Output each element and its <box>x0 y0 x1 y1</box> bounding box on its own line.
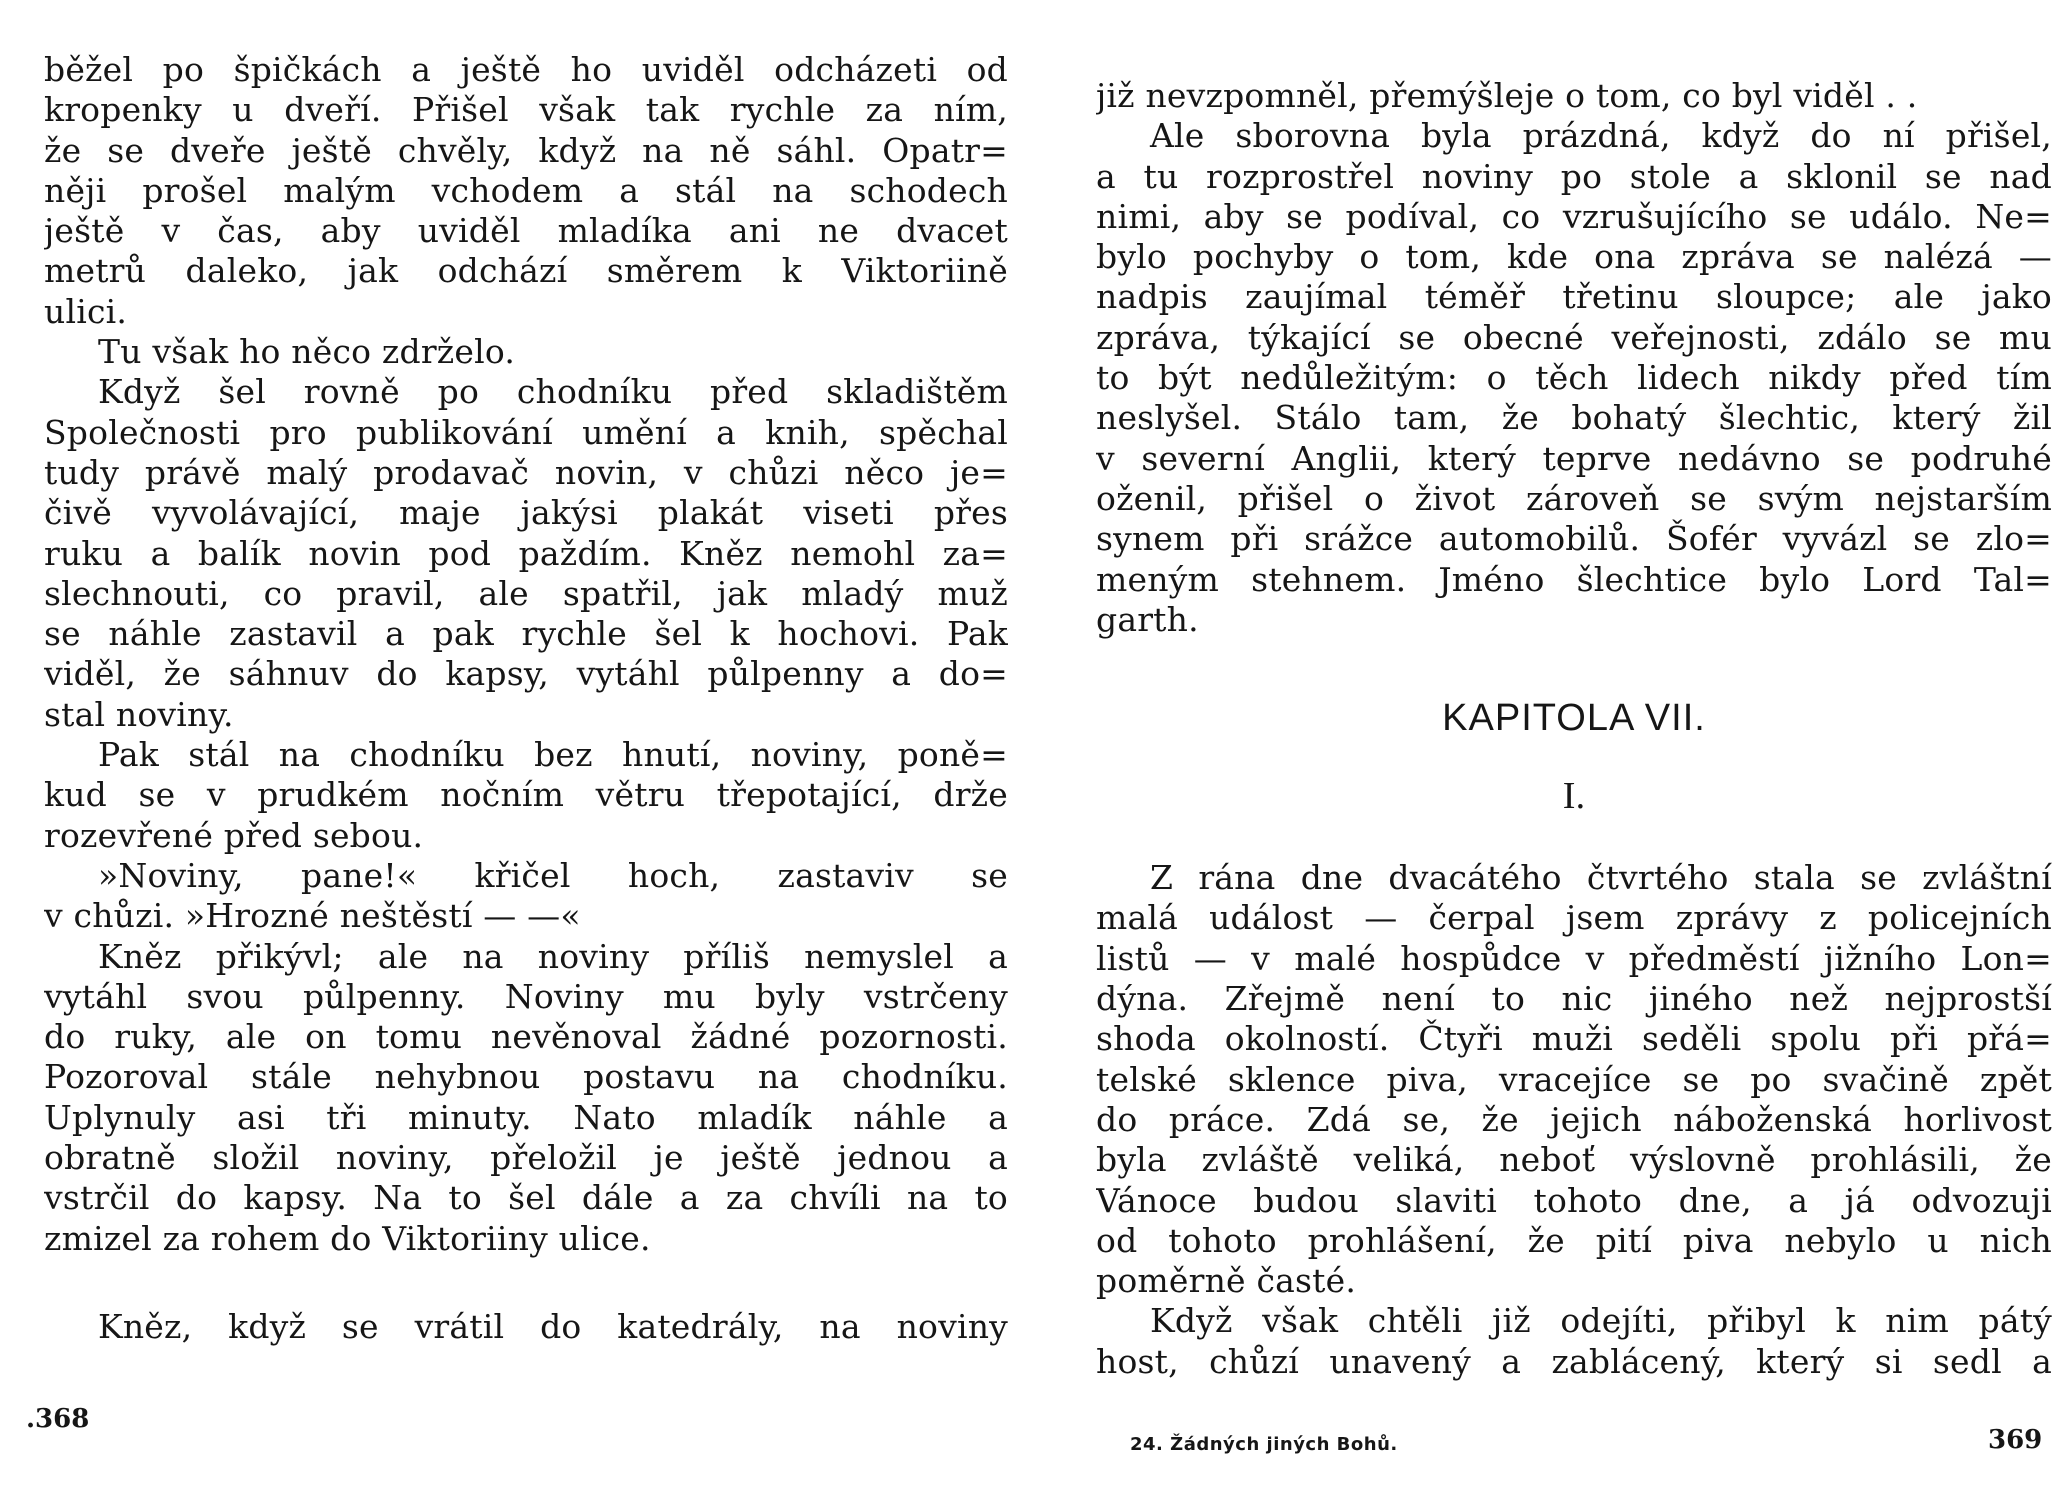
text-line: Společnosti pro publikování umění a knih, spěchal <box>44 412 1008 452</box>
text-line: malá událost — čerpal jsem zprávy z policejních <box>1096 898 2052 938</box>
text-line: oženil, přišel o život zároveň se svým nejstarším <box>1096 478 2052 518</box>
text-line: Pak stál na chodníku bez hnutí, noviny, poně= <box>98 735 1008 775</box>
text-line: shoda okolností. Čtyři muži seděli spolu při přá= <box>1096 1019 2052 1059</box>
text-line: Kněz přikývl; ale na noviny příliš nemyslel a <box>98 936 1008 976</box>
text-line: Když šel rovně po chodníku před skladištěm <box>98 372 1008 412</box>
text-line: Tu však ho něco zdrželo. <box>98 332 516 372</box>
text-line: Z rána dne dvacátého čtvrtého stala se zvláštní <box>1150 858 2052 898</box>
text-line: něji prošel malým vchodem a stál na schodech <box>44 170 1008 210</box>
text-line: ulici. <box>44 291 128 331</box>
text-line: kud se v prudkém nočním větru třepotající, drže <box>44 775 1008 815</box>
paragraph-gap <box>44 1259 1008 1307</box>
text-line: vytáhl svou půlpenny. Noviny mu byly vstrčeny <box>44 976 1008 1016</box>
text-line: ještě v čas, aby uviděl mladíka ani ne dvacet <box>44 211 1008 251</box>
text-line: již nevzpomněl, přemýšleje o tom, co byl viděl . . <box>1096 76 1918 115</box>
text-line: dýna. Zřejmě není to nic jiného než nejprostší <box>1096 979 2052 1019</box>
text-line: slechnouti, co pravil, ale spatřil, jak mladý muž <box>44 573 1008 613</box>
text-line: zpráva, týkající se obecné veřejnosti, zdálo se mu <box>1096 317 2052 357</box>
text-line: metrů daleko, jak odchází směrem k Viktoriině <box>44 251 1008 291</box>
section-title: I. <box>1562 775 1586 818</box>
text-line: Uplynuly asi tři minuty. Nato mladík náhle a <box>44 1097 1008 1137</box>
text-line: Ale sborovna byla prázdná, když do ní přišel, <box>1150 116 2052 156</box>
text-line: tudy právě malý prodavač novin, v chůzi něco je= <box>44 452 1008 492</box>
text-line: nimi, aby se podíval, co vzrušujícího se událo. Ne= <box>1096 196 2052 236</box>
printer-signature: 24. Žádných jiných Bohů. <box>1130 1434 1398 1455</box>
page-number-left: .368 <box>26 1404 90 1434</box>
heading-gap <box>1096 640 2052 696</box>
text-line: bylo pochyby o tom, kde ona zpráva se nalézá — <box>1096 237 2052 277</box>
text-line: Když však chtěli již odejíti, přibyl k nim pátý <box>1150 1301 2052 1341</box>
text-line: zmizel za rohem do Viktoriiny ulice. <box>44 1218 651 1258</box>
page-number-right: 369 <box>1988 1425 2043 1455</box>
right-page <box>1036 0 2072 1500</box>
text-line: neslyšel. Stálo tam, že bohatý šlechtic, který žil <box>1096 398 2052 438</box>
text-line: byla zvláště veliká, neboť výslovně prohlásili, že <box>1096 1140 2052 1180</box>
heading-gap <box>1096 740 2052 774</box>
text-line: v chůzi. »Hrozné neštěstí — —« <box>44 896 581 936</box>
text-line: od tohoto prohlášení, že pití piva nebylo u nich <box>1096 1220 2052 1260</box>
text-line: Kněz, když se vrátil do katedrály, na noviny <box>98 1306 1008 1346</box>
text-line: nadpis zaujímal téměř třetinu sloupce; ale jako <box>1096 277 2052 317</box>
text-line: stal noviny. <box>44 694 234 734</box>
text-line: do práce. Zdá se, že jejich náboženská horlivost <box>1096 1099 2052 1139</box>
text-line: telské sklence piva, vracejíce se po svačině zpět <box>1096 1059 2052 1099</box>
text-line: kropenky u dveří. Přišel však tak rychle za ním, <box>44 90 1008 130</box>
text-line: obratně složil noviny, přeložil je ještě jednou a <box>44 1138 1008 1178</box>
right-page-text <box>1096 76 2052 1382</box>
left-page-text <box>44 50 1008 1347</box>
text-line: listů — v malé hospůdce v předměstí jižního Lon= <box>1096 938 2052 978</box>
text-line: garth. <box>1096 599 1199 639</box>
text-line: že se dveře ještě chvěly, když na ně sáhl. Opatr= <box>44 130 1008 170</box>
text-line: vstrčil do kapsy. Na to šel dále a za chvíli na to <box>44 1178 1008 1218</box>
text-line: rozevřené před sebou. <box>44 815 424 855</box>
text-line: meným stehnem. Jméno šlechtice bylo Lord Tal= <box>1096 559 2052 599</box>
heading-gap <box>1096 818 2052 858</box>
text-line: čivě vyvolávající, maje jakýsi plakát viseti přes <box>44 493 1008 533</box>
text-line: se náhle zastavil a pak rychle šel k hochovi. Pak <box>44 614 1008 654</box>
chapter-title: KAPITOLA VII. <box>1442 697 1706 740</box>
text-line: host, chůzí unavený a zablácený, který si sedl a <box>1096 1341 2052 1381</box>
text-line: do ruky, ale on tomu nevěnoval žádné pozornosti. <box>44 1017 1008 1057</box>
text-line: běžel po špičkách a ještě ho uviděl odcházeti od <box>44 50 1008 89</box>
text-line: v severní Anglii, který teprve nedávno se podruhé <box>1096 438 2052 478</box>
text-line: »Noviny, pane!« křičel hoch, zastaviv se <box>98 855 1008 895</box>
text-line: to být nedůležitým: o těch lidech nikdy před tím <box>1096 358 2052 398</box>
text-line: Vánoce budou slaviti tohoto dne, a já odvozuji <box>1096 1180 2052 1220</box>
text-line: a tu rozprostřel noviny po stole a sklonil se nad <box>1096 156 2052 196</box>
text-line: poměrně časté. <box>1096 1261 1357 1301</box>
text-line: ruku a balík novin pod paždím. Kněz nemohl za= <box>44 533 1008 573</box>
text-line: Pozoroval stále nehybnou postavu na chodníku. <box>44 1057 1008 1097</box>
text-line: viděl, že sáhnuv do kapsy, vytáhl půlpenny a do= <box>44 654 1008 694</box>
text-line: synem při srážce automobilů. Šofér vyvázl se zlo= <box>1096 519 2052 559</box>
